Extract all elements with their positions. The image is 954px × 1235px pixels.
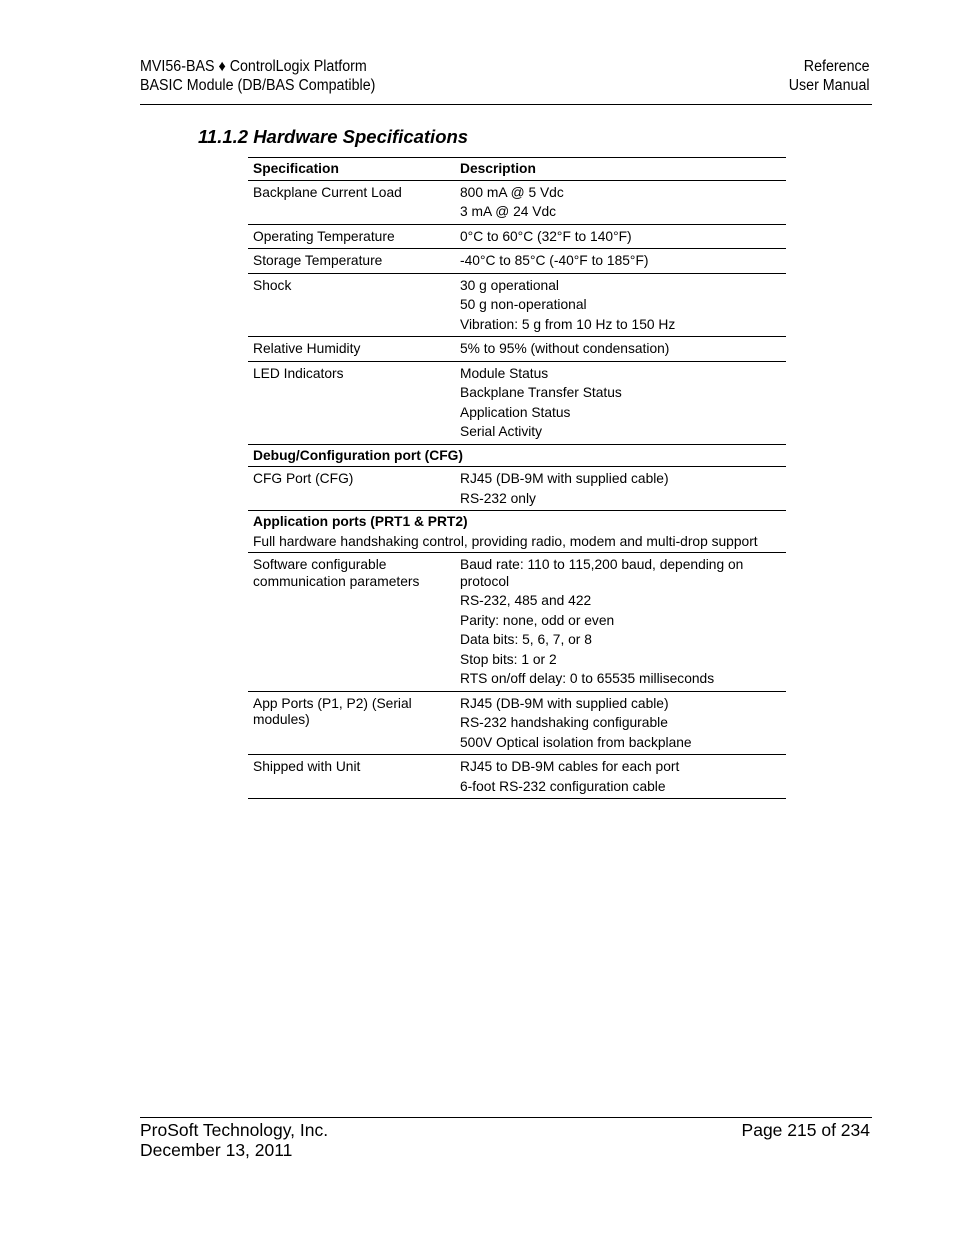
description-cell (460, 557, 786, 688)
spec-cell: LED Indicators (253, 365, 344, 381)
description-line: 5% to 95% (without condensation) (460, 341, 670, 356)
app-section-row (248, 510, 786, 552)
table-row (248, 273, 786, 337)
description-line: RS-232, 485 and 422 (460, 593, 592, 608)
spec-cell: Storage Temperature (253, 253, 383, 268)
company-name: ProSoft Technology, Inc. (140, 1120, 329, 1140)
table-row (248, 691, 786, 755)
description-line: Baud rate: 110 to 115,200 baud, depending on protocol (460, 557, 744, 589)
spec-cell: Operating Temperature (253, 228, 395, 244)
description-cell (460, 253, 786, 270)
doc-type: User Manual (788, 77, 870, 94)
description-line: 50 g non-operational (460, 297, 587, 312)
description-cell (460, 696, 786, 752)
spec-cell: Shock (253, 277, 292, 293)
description-line: 500V Optical isolation from backplane (460, 734, 692, 750)
description-line: 0°C to 60°C (32°F to 140°F) (460, 228, 632, 244)
table-row (248, 224, 786, 249)
spec-cell: Backplane Current Load (253, 184, 402, 200)
spec-cell: Software configurable communication parameters (253, 557, 420, 589)
document-date: December 13, 2011 (140, 1140, 293, 1160)
column-header-description: Description (460, 161, 536, 176)
spec-cell: Shipped with Unit (253, 759, 361, 774)
app-section-heading: Application ports (PRT1 & PRT2) (253, 514, 468, 529)
page-number: Page 215 of 234 (741, 1120, 870, 1140)
table-row (248, 336, 786, 361)
description-line: RJ45 (DB-9M with supplied cable) (460, 471, 669, 486)
table-row (248, 180, 786, 224)
description-line: Application Status (460, 404, 571, 420)
description-line: -40°C to 85°C (-40°F to 185°F) (460, 253, 649, 268)
table-row (248, 466, 786, 510)
description-line: RJ45 (DB-9M with supplied cable) (460, 695, 669, 711)
description-cell (460, 185, 786, 221)
description-line: RTS on/off delay: 0 to 65535 milliseconds (460, 671, 715, 686)
table-header-row (248, 157, 786, 180)
table-row (248, 754, 786, 799)
description-line: Serial Activity (460, 424, 543, 439)
product-subtitle: BASIC Module (DB/BAS Compatible) (140, 77, 376, 94)
table-row (248, 248, 786, 273)
description-line: Vibration: 5 g from 10 Hz to 150 Hz (460, 316, 676, 332)
description-cell (460, 229, 786, 246)
header-right (140, 57, 870, 95)
table-row (248, 552, 786, 691)
footer-left (140, 1120, 328, 1160)
description-cell (460, 278, 786, 334)
app-section-note: Full hardware handshaking control, providing radio, modem and multi-drop support (253, 533, 758, 549)
description-line: Module Status (460, 365, 549, 381)
debug-section-heading: Debug/Configuration port (CFG) (253, 447, 463, 463)
description-line: 6-foot RS-232 configuration cable (460, 778, 666, 794)
section-name: Reference (803, 58, 870, 75)
description-cell (460, 471, 786, 507)
description-line: Stop bits: 1 or 2 (460, 651, 557, 667)
description-cell (460, 366, 786, 441)
description-line: Backplane Transfer Status (460, 385, 622, 400)
description-line: RS-232 handshaking configurable (460, 715, 668, 730)
hardware-spec-table (248, 157, 786, 799)
description-line: RS-232 only (460, 490, 536, 506)
table-row (248, 361, 786, 444)
description-line: Data bits: 5, 6, 7, or 8 (460, 632, 592, 647)
description-line: 3 mA @ 24 Vdc (460, 204, 557, 219)
column-header-specification: Specification (253, 161, 339, 176)
description-line: Parity: none, odd or even (460, 612, 615, 628)
spec-cell: Relative Humidity (253, 341, 361, 356)
description-line: RJ45 to DB-9M cables for each port (460, 759, 680, 774)
footer-divider (140, 1117, 872, 1118)
header-divider (140, 104, 872, 105)
product-line: MVI56-BAS ♦ ControlLogix Platform (140, 58, 367, 75)
debug-section-row (248, 444, 786, 467)
spec-cell: CFG Port (CFG) (253, 471, 354, 486)
section-title: 11.1.2 Hardware Specifications (198, 126, 469, 147)
spec-cell: App Ports (P1, P2) (Serial modules) (253, 695, 412, 727)
description-line: 30 g operational (460, 277, 559, 293)
description-line: 800 mA @ 5 Vdc (460, 184, 564, 200)
description-cell (460, 759, 786, 795)
description-cell (460, 341, 786, 358)
